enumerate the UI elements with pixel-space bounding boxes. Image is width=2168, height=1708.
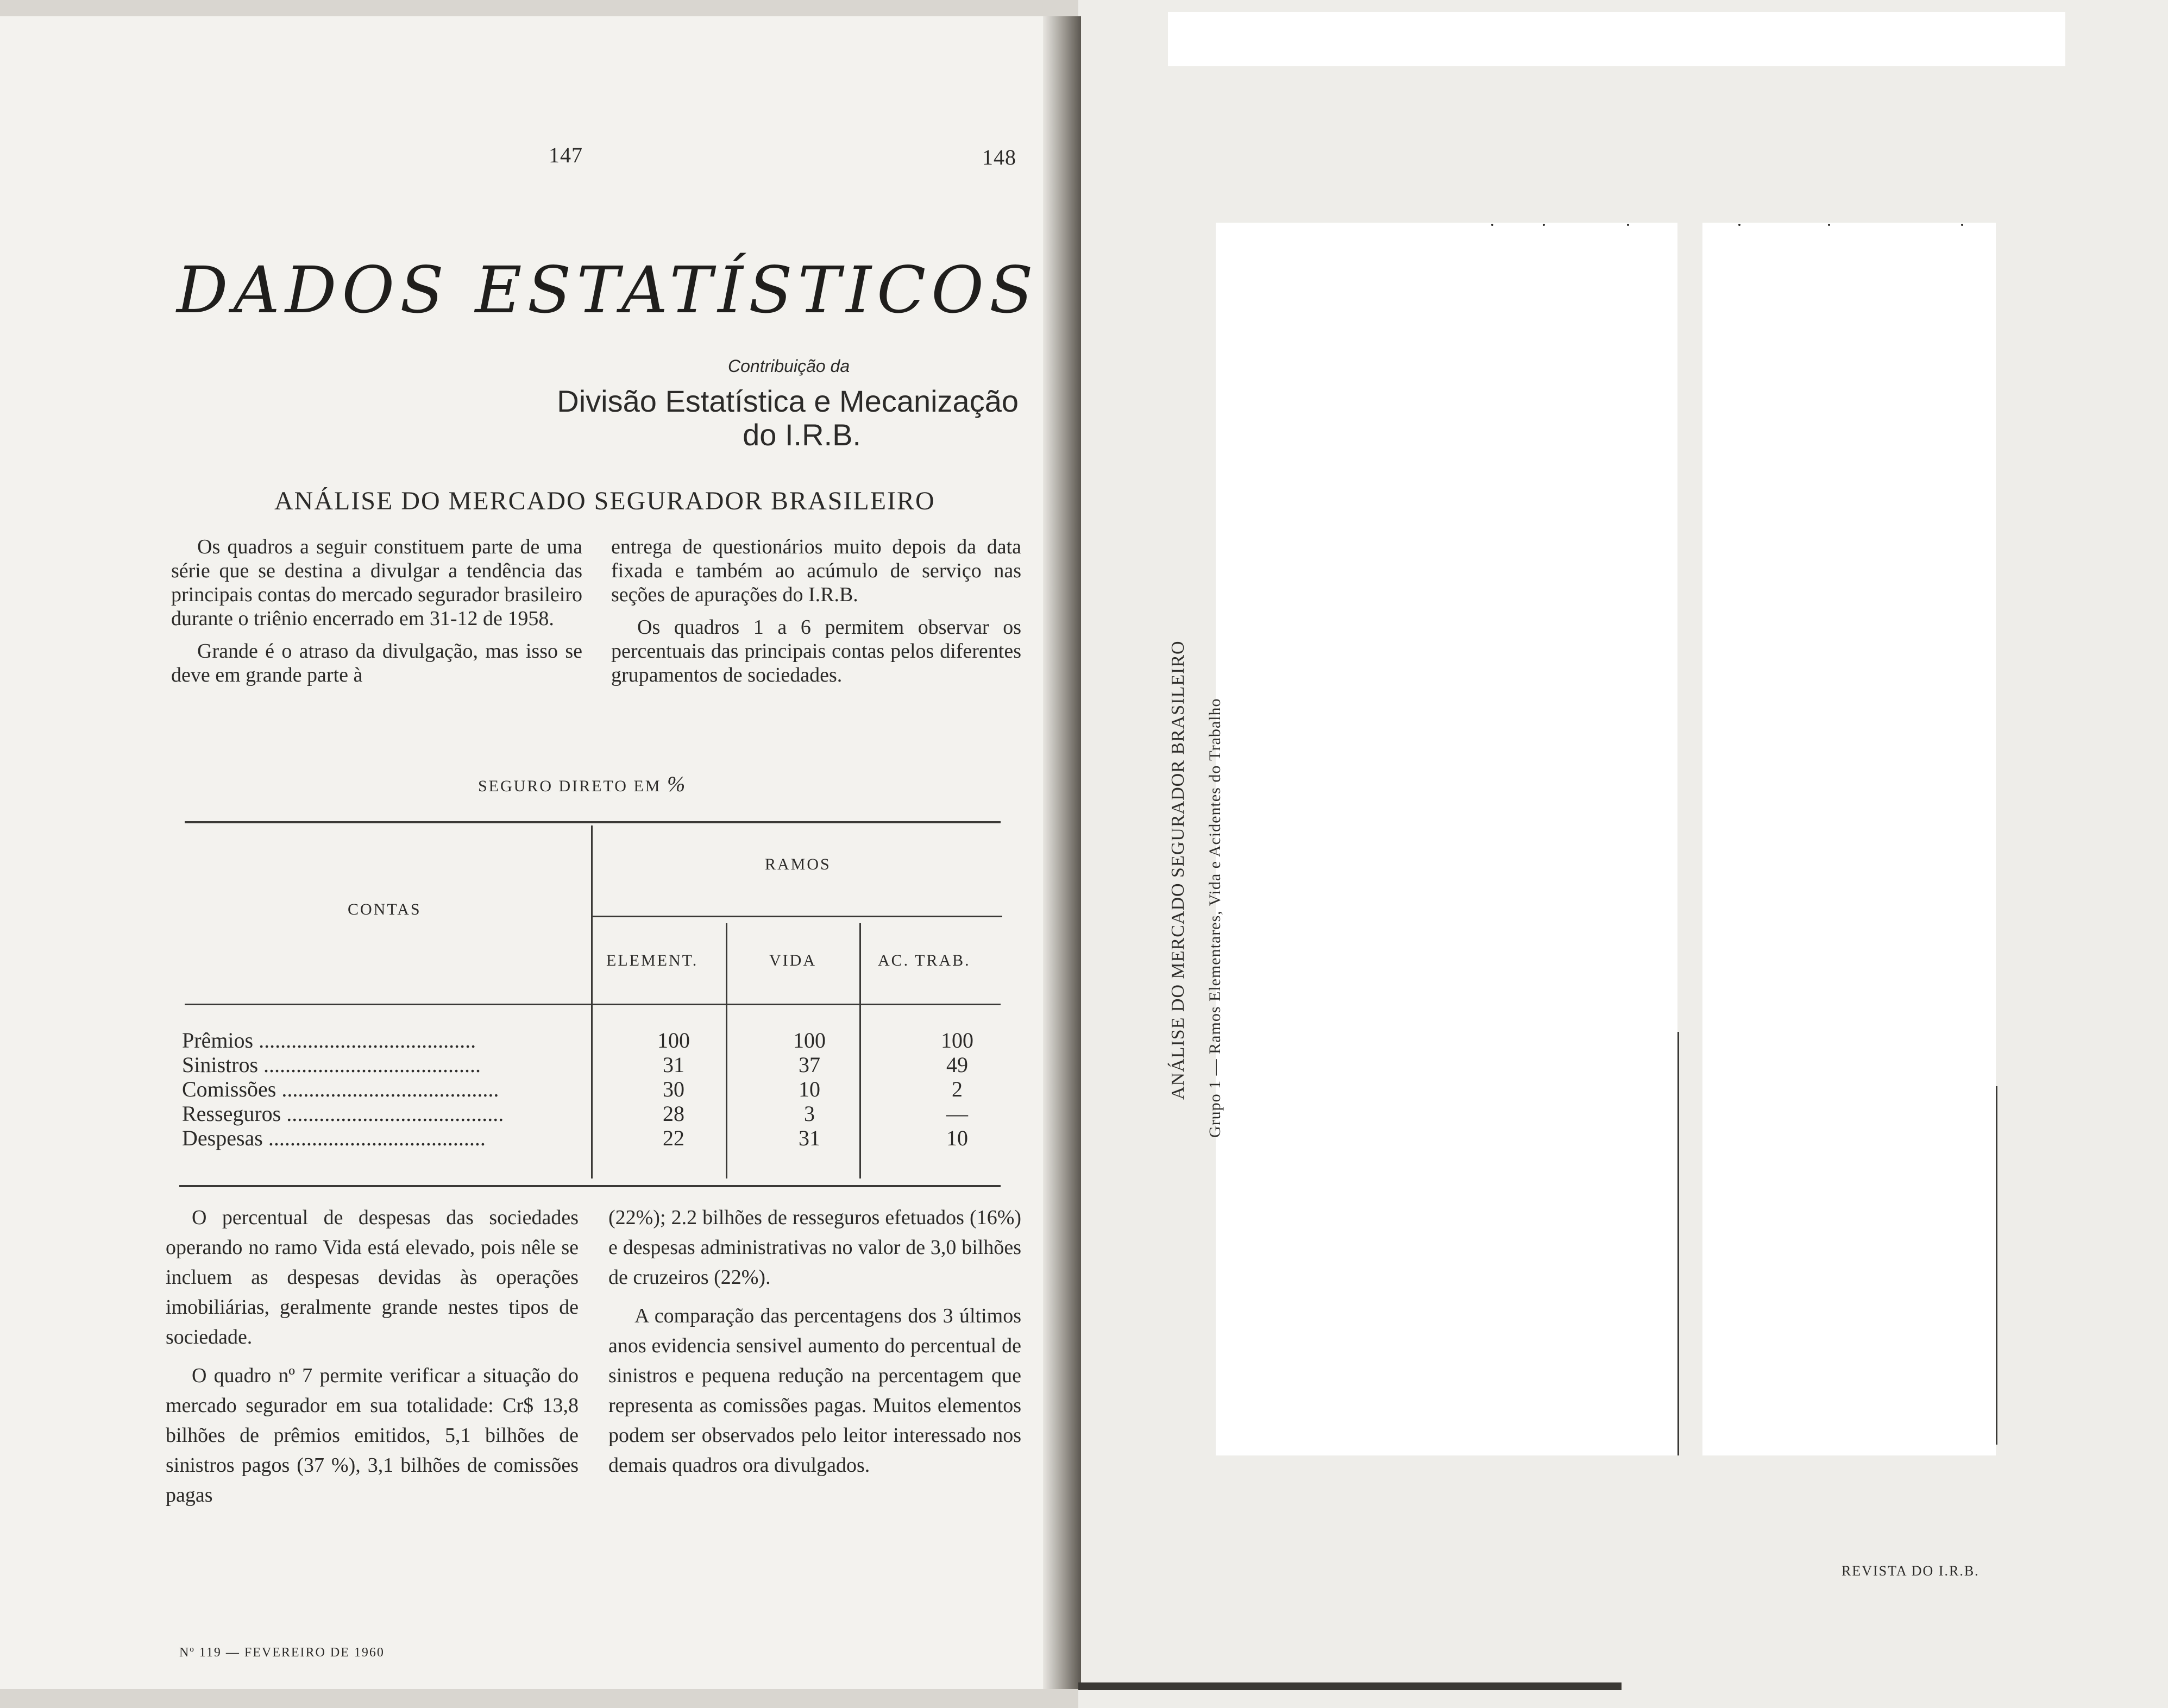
ramos-rule — [592, 916, 1002, 917]
page-number-148: 148 — [982, 145, 1016, 169]
mark — [1828, 224, 1830, 226]
table-cell: 100 — [941, 1028, 973, 1052]
mark — [1543, 224, 1545, 226]
intro-column-2 — [611, 535, 1021, 696]
col-header-ac-trab: AC. TRAB. — [878, 951, 971, 969]
col-header-vida: VIDA — [769, 951, 816, 969]
table-cell: — — [946, 1101, 968, 1126]
left-footer: Nº 119 — FEVEREIRO DE 1960 — [179, 1646, 385, 1660]
whiteout-panel-left — [1216, 223, 1677, 1455]
page-number-147: 147 — [549, 143, 583, 167]
page-title: DADOS ESTATÍSTICOS — [177, 253, 1039, 327]
intro-col2-paragraph-2: Os quadros 1 a 6 permitem observar os percentuais das principais contas pelos diferentes grupamentos de sociedades. — [611, 616, 1021, 686]
col-header-element: ELEMENT. — [606, 951, 699, 969]
book-spine — [1043, 16, 1081, 1689]
table-cell: 10 — [799, 1077, 820, 1101]
body-col2-paragraph-2: A comparação das percentagens dos 3 últimos anos evidencia sensivel aumento do percentual de sinistros e pequena redução na percentagem que representa as comissões pagas. Muitos elementos podem ser observados pelo leitor interessado nos demais quadros ora divulgados. — [608, 1304, 1021, 1477]
row-label-sinistros: Sinistros ........................................ — [182, 1052, 481, 1077]
contribution-org — [543, 385, 1019, 452]
table-cell: 10 — [946, 1126, 968, 1150]
table-cell: 37 — [799, 1052, 820, 1077]
table-cell: 31 — [663, 1052, 684, 1077]
body-column-2 — [608, 1203, 1021, 1489]
header-bottom-rule — [185, 1004, 1001, 1005]
contribution-org-line2: do I.R.B. — [743, 418, 861, 452]
whiteout-panel-right — [1702, 223, 1996, 1455]
element-vida-divider — [726, 923, 727, 1178]
row-label-despesas: Despesas ........................................ — [182, 1126, 486, 1150]
mark — [1738, 224, 1740, 226]
mark — [1491, 224, 1493, 226]
right-footer: REVISTA DO I.R.B. — [1842, 1563, 1980, 1579]
body-col1-paragraph-2: O quadro nº 7 permite verificar a situação do mercado segurador em sua totalidade: Cr$ 13,8 bilhões de prêmios emitidos, 5,1 bilhões de sinistros pagos (37 %), 3,1 bilhões de comissões pagas — [166, 1364, 579, 1507]
body-col1-paragraph-1: O percentual de despesas das sociedades operando no ramo Vida está elevado, pois nêle se incluem as despesas devidas às operações imobiliárias, geralmente grande nestes tipos de sociedade. — [166, 1206, 579, 1348]
percent-symbol: % — [667, 772, 686, 796]
panel-right-edge-line — [1996, 1086, 1997, 1445]
page-bottom-edge — [1078, 1682, 1622, 1690]
contas-header: CONTAS — [348, 900, 422, 918]
contribution-label: Contribuição da — [728, 356, 850, 376]
table-cell: 3 — [804, 1101, 815, 1126]
table-cell: 49 — [946, 1052, 968, 1077]
contas-divider — [591, 825, 593, 1178]
table-caption-text: SEGURO DIRETO EM — [478, 777, 662, 795]
intro-col1-paragraph-2: Grande é o atraso da divulgação, mas isso se deve em grande parte à — [171, 640, 582, 686]
body-column-1 — [166, 1203, 579, 1519]
ramos-header: RAMOS — [765, 855, 831, 873]
intro-col1-paragraph-1: Os quadros a seguir constituem parte de uma série que se destina a divulgar a tendência das principais contas do mercado segurador brasileiro durante o triênio encerrado em 31-12 de 1958. — [171, 535, 582, 630]
vida-actrab-divider — [859, 923, 861, 1178]
whiteout-strip-top — [1168, 12, 2065, 66]
row-label-premios: Prêmios ........................................ — [182, 1028, 476, 1052]
section-title: ANÁLISE DO MERCADO SEGURADOR BRASILEIRO — [274, 487, 935, 515]
intro-col2-paragraph-1: entrega de questionários muito depois da data fixada e também ao acúmulo de serviço nas seções de apurações do I.R.B. — [611, 535, 1021, 606]
row-label-resseguros: Resseguros ........................................ — [182, 1101, 504, 1126]
row-label-comissoes: Comissões ........................................ — [182, 1077, 499, 1101]
mark — [1627, 224, 1629, 226]
intro-column-1 — [171, 535, 582, 696]
table-cell: 22 — [663, 1126, 684, 1150]
panel-divider-line — [1677, 1032, 1679, 1455]
table-caption — [478, 771, 685, 797]
contribution-org-line1: Divisão Estatística e Mecanização — [557, 384, 1019, 418]
table-cell: 28 — [663, 1101, 684, 1126]
table-cell: 100 — [657, 1028, 690, 1052]
table-cell: 100 — [793, 1028, 826, 1052]
table-cell: 2 — [952, 1077, 963, 1101]
vertical-subtitle: Grupo 1 — Ramos Elementares, Vida e Acidentes do Trabalho — [1206, 698, 1224, 1138]
table-cell: 30 — [663, 1077, 684, 1101]
vertical-title: ANÁLISE DO MERCADO SEGURADOR BRASILEIRO — [1168, 640, 1188, 1100]
table-cell: 31 — [799, 1126, 820, 1150]
table-top-rule — [185, 821, 1001, 823]
mark — [1961, 224, 1963, 226]
body-col2-paragraph-1: (22%); 2.2 bilhões de resseguros efetuados (16%) e despesas administrativas no valor de 3,0 bilhões de cruzeiros (22%). — [608, 1206, 1021, 1289]
table-bottom-rule — [179, 1185, 1001, 1187]
